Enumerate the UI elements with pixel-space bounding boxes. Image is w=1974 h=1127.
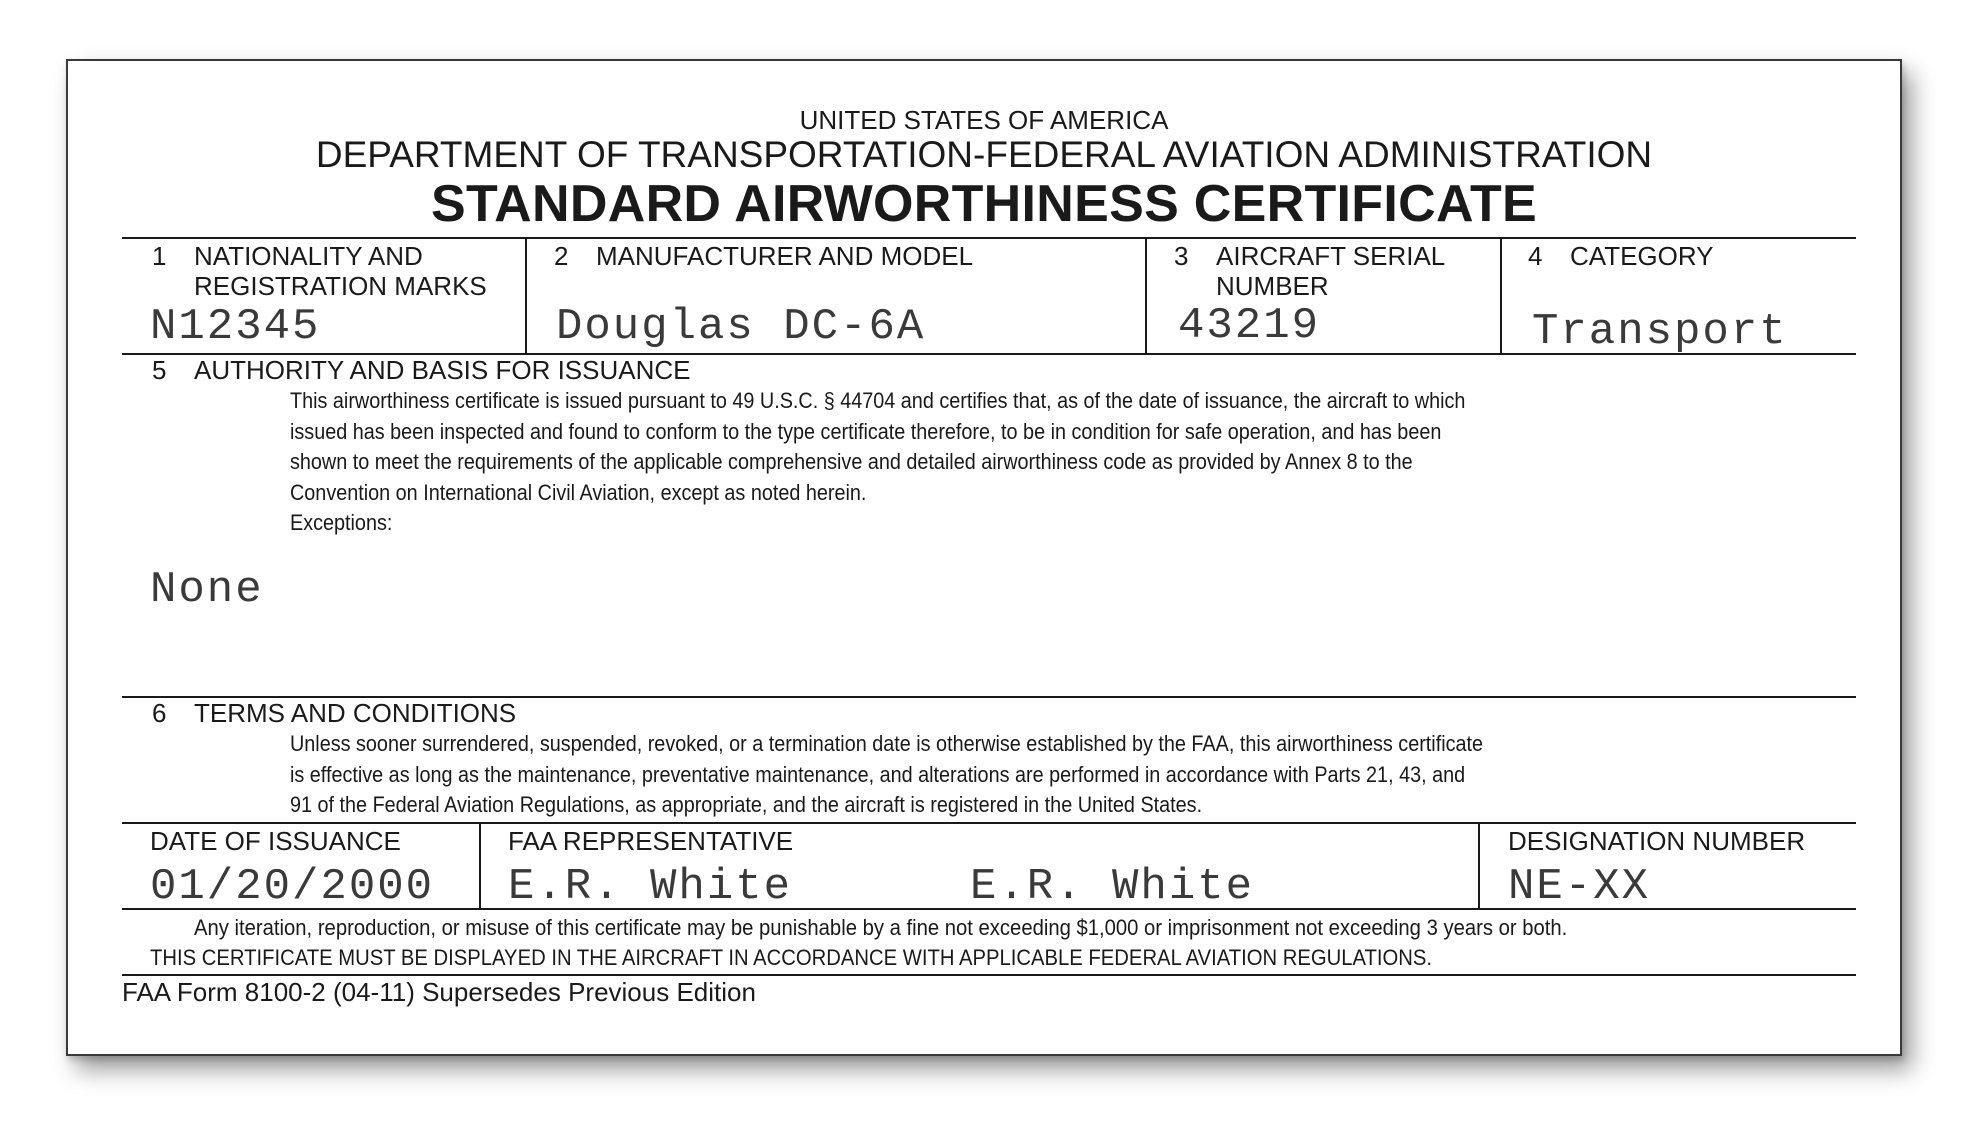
certificate-title: STANDARD AIRWORTHINESS CERTIFICATE [430, 175, 1538, 233]
exceptions-value: None [150, 565, 264, 615]
display-notice: THIS CERTIFICATE MUST BE DISPLAYED IN THE AIRCRAFT IN ACCORDANCE WITH APPLICABLE FEDERAL AVIATION REGULATIONS. [150, 945, 1433, 970]
date-of-issuance-label: DATE OF ISSUANCE [150, 826, 401, 856]
designation-number-label: DESIGNATION NUMBER [1508, 826, 1806, 856]
divider [122, 237, 1856, 239]
box4-label: 4 CATEGORY [1528, 241, 1714, 271]
box1-label: 1 NATIONALITY AND REGISTRATION MARKS [152, 241, 487, 301]
faa-representative-signature: E.R. White [970, 862, 1255, 912]
divider [1478, 822, 1480, 910]
form-number: FAA Form 8100-2 (04-11) Supersedes Previous Edition [122, 977, 756, 1007]
misuse-warning: Any iteration, reproduction, or misuse of this certificate may be punishable by a fine not exceeding $1,000 or imprisonment not exceeding 3 years or both. [194, 915, 1568, 940]
exceptions-label: Exceptions: [290, 510, 393, 535]
section5-label: 5 AUTHORITY AND BASIS FOR ISSUANCE [152, 355, 691, 385]
manufacturer-model-value: Douglas DC-6A [556, 302, 926, 352]
section6-label: 6 TERMS AND CONDITIONS [152, 698, 517, 728]
divider [525, 237, 527, 355]
faa-representative-name: E.R. White [508, 862, 793, 912]
box3-label: 3 AIRCRAFT SERIAL NUMBER [1174, 241, 1446, 301]
divider [122, 822, 1856, 824]
registration-marks-value: N12345 [150, 302, 321, 352]
divider [122, 974, 1856, 976]
category-value: Transport [1532, 307, 1788, 357]
serial-number-value: 43219 [1178, 301, 1321, 351]
terms-conditions-text: Unless sooner surrendered, suspended, revoked, or a termination date is otherwise established by the FAA, this airworthiness certificate is effective as long as the maintenance, preventative maintenance, and alterations are performed in accordance with Parts 21, 43, and 91 of the Federal Aviation Regulations, as appropriate, and the aircraft is registered in the United States. [290, 731, 1484, 817]
department-heading: DEPARTMENT OF TRANSPORTATION-FEDERAL AVIATION ADMINISTRATION [315, 134, 1653, 175]
divider [479, 822, 481, 910]
box2-label: 2 MANUFACTURER AND MODEL [554, 241, 974, 271]
authority-basis-text: This airworthiness certificate is issued pursuant to 49 U.S.C. § 44704 and certifies that, as of the date of issuance, the aircraft to which issued has been inspected and found to conform to the type certificate therefore, to be in condition for safe operation, and has been shown to meet the requirements of the applicable comprehensive and detailed airworthiness code as provided by Annex 8 to the Convention on International Civil Aviation, except as noted herein. Exceptions: [290, 386, 1465, 539]
divider [1145, 237, 1147, 355]
divider [1500, 237, 1502, 355]
faa-representative-label: FAA REPRESENTATIVE [508, 826, 794, 856]
designation-number-value: NE-XX [1508, 862, 1651, 912]
date-of-issuance-value: 01/20/2000 [150, 862, 435, 912]
airworthiness-certificate [66, 59, 1902, 1056]
country-heading: UNITED STATES OF AMERICA [799, 105, 1169, 135]
